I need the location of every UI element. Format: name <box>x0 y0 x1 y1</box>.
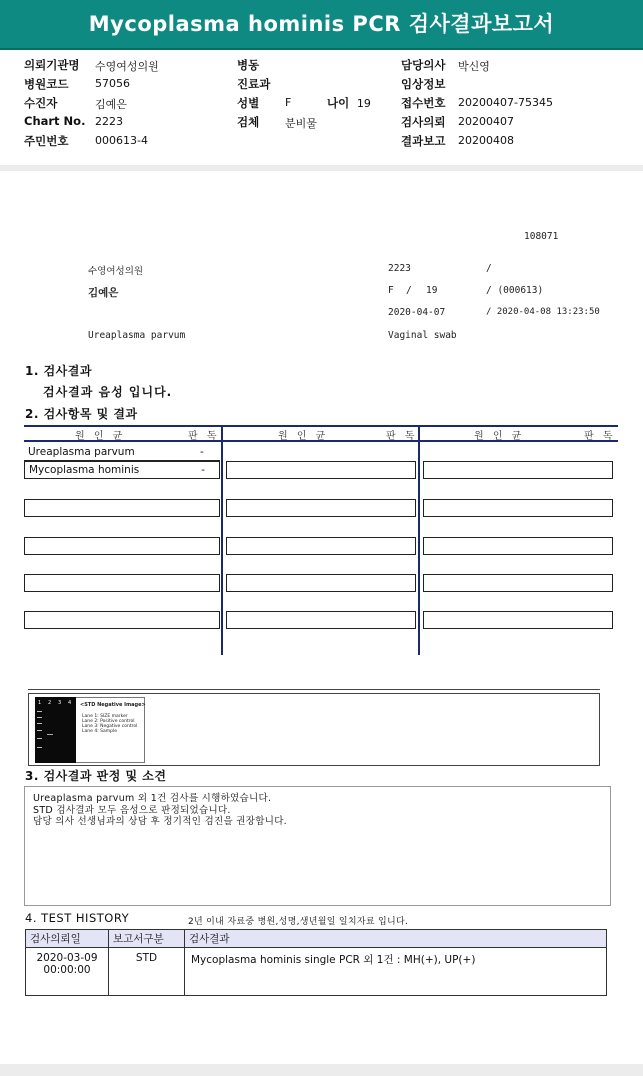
info-specimen: Vaginal swab <box>388 330 457 341</box>
label-report-date: 결과보고 <box>401 134 446 148</box>
value-age: 19 <box>356 97 371 110</box>
value-chart-no: 2223 <box>95 115 123 128</box>
value-hospital-code: 57056 <box>95 77 130 90</box>
age-group <box>327 95 387 111</box>
gel-lane-4: 4 <box>68 700 72 706</box>
grid-empty-cell <box>423 611 613 629</box>
grid-divider-1 <box>221 425 223 655</box>
value-report-date: 20200408 <box>458 134 514 147</box>
history-time: 00:00:00 <box>43 964 91 976</box>
value-request-date: 20200407 <box>458 115 514 128</box>
grid-empty-cell <box>423 499 613 517</box>
grid-empty-cell <box>24 574 220 592</box>
value-resident-no: 000613-4 <box>95 134 148 147</box>
header-divider <box>0 165 643 171</box>
report-title: Mycoplasma hominis PCR 검사결과보고서 <box>0 0 643 48</box>
info-hospital: 수영여성의원 <box>88 266 144 277</box>
image-frame-top <box>28 689 600 690</box>
gel-legend-2: Lane 2: Positive control <box>82 719 135 724</box>
grid-empty-cell <box>24 611 220 629</box>
history-note: 2년 이내 자료중 병원,성명,생년월일 일치자료 입니다. <box>188 917 409 927</box>
col-header-result-1: 판 독 <box>188 431 220 442</box>
footer-bar <box>0 1064 643 1076</box>
gel-band <box>37 711 42 712</box>
opinion-line: 담당 의사 선생님과의 상담 후 정기적인 검진을 권장합니다. <box>33 816 288 827</box>
grid-empty-cell <box>423 574 613 592</box>
grid-empty-cell <box>226 574 416 592</box>
value-receipt-no: 20200407-75345 <box>458 96 553 109</box>
grid-empty-cell <box>226 461 416 479</box>
gel-photo <box>35 697 76 763</box>
title-underline <box>0 48 643 50</box>
label-age: 나이 <box>327 96 350 110</box>
label-department: 진료과 <box>237 77 271 91</box>
info-sex: F <box>388 285 394 296</box>
grid-empty-cell <box>24 537 220 555</box>
label-doctor: 담당의사 <box>401 58 446 72</box>
table-row <box>26 948 607 996</box>
grid-divider-2 <box>418 425 420 655</box>
grid-empty-cell <box>423 461 613 479</box>
gel-legend-1: Lane 1: SIZE marker <box>82 714 128 719</box>
history-table <box>25 929 607 996</box>
gel-legend-4: Lane 4: Sample <box>82 729 117 734</box>
info-age: 19 <box>426 285 438 296</box>
grid-row-1-result: - <box>200 446 204 458</box>
value-patient: 김예은 <box>95 98 127 111</box>
label-resident-no: 주민번호 <box>24 134 69 148</box>
opinion-box <box>24 786 611 906</box>
gel-title: <STD Negative Image> <box>80 702 146 708</box>
history-date-cell <box>26 948 109 996</box>
label-receipt-no: 접수번호 <box>401 96 446 110</box>
grid-empty-cell <box>226 611 416 629</box>
gel-band <box>37 747 42 748</box>
section-2-title: 2. 검사항목 및 결과 <box>25 407 138 421</box>
history-type: STD <box>109 948 185 996</box>
info-birth: / (000613) <box>486 285 544 296</box>
label-chart-no: Chart No. <box>24 114 86 128</box>
history-date: 2020-03-09 <box>36 952 98 964</box>
gel-band <box>37 738 42 739</box>
grid-empty-cell <box>24 499 220 517</box>
col-header-organism-2: 원 인 균 <box>278 431 329 442</box>
history-header-type: 보고서구분 <box>109 930 185 948</box>
grid-row-2-name: Mycoplasma hominis <box>29 464 140 476</box>
grid-row-2-cell <box>24 461 220 479</box>
info-date2: / 2020-04-08 13:23:50 <box>486 307 600 317</box>
opinion-line: Ureaplasma parvum 외 1건 검사를 시행하였습니다. <box>33 793 272 804</box>
info-date1: 2020-04-07 <box>388 307 446 318</box>
gel-band <box>37 730 42 731</box>
gel-lane-2: 2 <box>48 700 52 706</box>
info-slash: / <box>486 263 492 274</box>
info-test: Ureaplasma parvum <box>88 330 186 341</box>
value-doctor: 박신영 <box>458 60 490 73</box>
section-1-result: 검사결과 음성 입니다. <box>43 385 173 399</box>
grid-row-1-name: Ureaplasma parvum <box>28 446 135 458</box>
history-header-result: 검사결과 <box>185 930 607 948</box>
history-result: Mycoplasma hominis single PCR 외 1건 : MH(+), UP(+) <box>185 948 607 996</box>
info-patient: 김예은 <box>88 287 119 299</box>
history-header-row <box>26 930 607 948</box>
col-header-organism-3: 원 인 균 <box>474 431 525 442</box>
label-request-date: 검사의뢰 <box>401 115 446 129</box>
gel-lane-1: 1 <box>38 700 42 706</box>
label-requester: 의뢰기관명 <box>24 58 80 72</box>
gel-legend-3: Lane 3: Negative control <box>82 724 138 729</box>
label-ward: 병동 <box>237 58 260 72</box>
section-3-title: 3. 검사결과 판정 및 소견 <box>25 769 167 783</box>
info-slash2: / <box>406 285 412 296</box>
gel-band <box>37 717 42 718</box>
grid-empty-cell <box>226 499 416 517</box>
col-header-organism-1: 원 인 균 <box>75 431 126 442</box>
grid-row-2-result: - <box>201 464 205 476</box>
gel-band <box>37 723 42 724</box>
opinion-line: STD 검사결과 모두 음성으로 판정되었습니다. <box>33 804 231 816</box>
col-header-result-3: 판 독 <box>584 431 616 442</box>
label-specimen: 검체 <box>237 115 260 129</box>
gel-band <box>47 734 53 735</box>
value-sex: F <box>285 96 292 109</box>
label-patient: 수진자 <box>24 96 58 110</box>
history-header-date: 검사의뢰일 <box>26 930 109 948</box>
col-header-result-2: 판 독 <box>386 431 418 442</box>
info-chart: 2223 <box>388 263 411 274</box>
label-sex: 성별 <box>237 96 260 110</box>
label-hospital-code: 병원코드 <box>24 77 69 91</box>
report-code: 108071 <box>524 231 559 242</box>
value-requester: 수영여성의원 <box>95 60 159 73</box>
section-1-title: 1. 검사결과 <box>25 364 92 378</box>
grid-empty-cell <box>423 537 613 555</box>
value-specimen: 분비물 <box>285 117 317 130</box>
label-clinical-info: 임상정보 <box>401 77 446 91</box>
gel-lane-3: 3 <box>58 700 62 706</box>
grid-empty-cell <box>226 537 416 555</box>
section-4-title: 4. TEST HISTORY <box>25 911 130 925</box>
